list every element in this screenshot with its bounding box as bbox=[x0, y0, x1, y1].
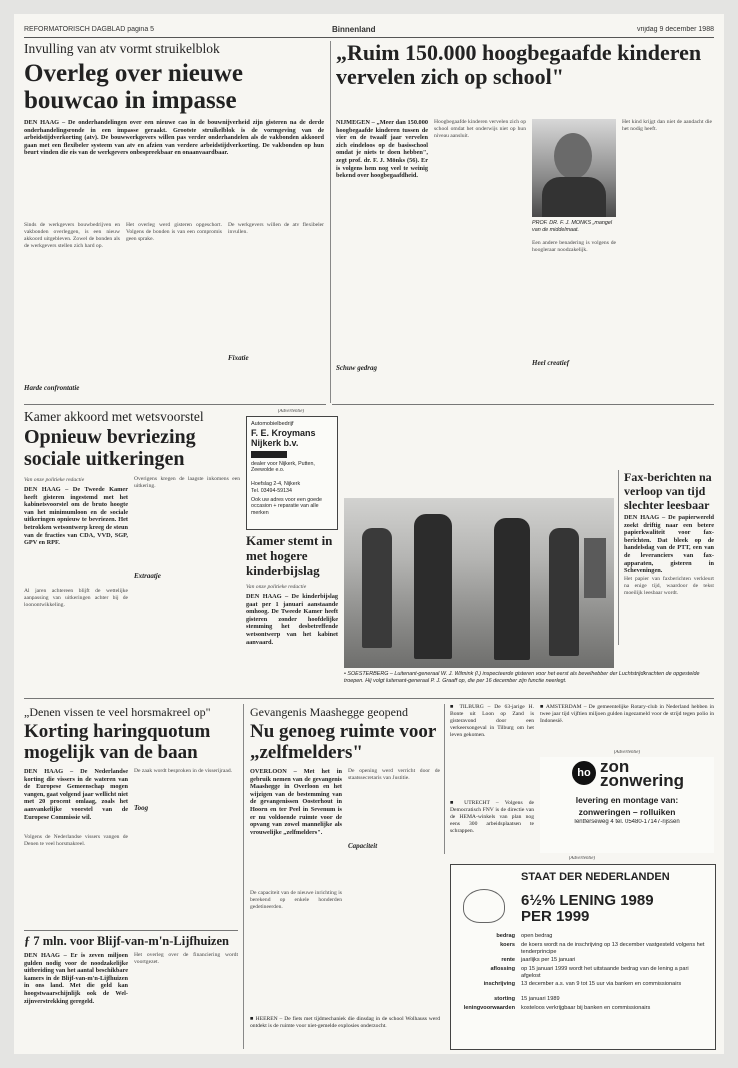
fax-headline: Fax-berichten na verloop van tijd slechter leesbaar bbox=[624, 470, 712, 512]
staat-row-label: rente bbox=[501, 957, 515, 963]
staat-row-value: op 15 januari 1999 wordt het uitstaande bedrag van de lening a pari afgelost bbox=[521, 966, 689, 979]
kroymans-name: F. E. Kroymans Nijkerk b.v. bbox=[251, 428, 316, 448]
hoogbegaafd-body-col3 bbox=[532, 240, 616, 400]
lijfhuizen-body bbox=[134, 952, 238, 1048]
kroymans-ad bbox=[246, 416, 338, 530]
monks-photo bbox=[532, 119, 616, 217]
haring-body-1: Volgens de Nederlandse vissers vangen de Denen te veel horsmakreel. bbox=[24, 834, 128, 847]
short-amsterdam: ■ AMSTERDAM – De gemeentelijke Rotary-club in Nederland hebben in twee jaar tijd vijftien miljoen gulden ingezameld voor de strijd tegen polio in Indonesië. bbox=[540, 704, 714, 724]
kroymans-tagline: Ook uw adres voor een goede occasion + reparatie van alle merken bbox=[251, 497, 322, 516]
zonwering-ad bbox=[540, 757, 714, 853]
atv-subhead-2: Fixatie bbox=[228, 354, 249, 362]
kroymans-address: Hoefslag 2-4, Nijkerk bbox=[251, 481, 301, 487]
middle-rule bbox=[24, 698, 714, 699]
zonwering-footer-label: (Advertentie) bbox=[568, 856, 596, 861]
hoogbegaafd-subhead-1: Schuw gedrag bbox=[336, 364, 378, 372]
lijfhuizen-lead: DEN HAAG – Er is zeven miljoen gulden nodig voor de noodzakelijke uitbreiding van het aantal beschikbare kamers in de Blijf-van-m'n-Lijfhuizen in ons land. Met die geld kan hoogstwaarschijnlijk ook de Wel-zijnverstrekking geregeld. bbox=[24, 952, 128, 1005]
zonwering-line2: zonweringen – rolluiken bbox=[578, 807, 676, 817]
staat-row-label: inschrijving bbox=[483, 981, 515, 987]
hoogbegaafd-body-4: Het kind krijgt dan niet de aandacht die het nodig heeft. bbox=[622, 119, 712, 132]
staat-rows bbox=[455, 933, 711, 1045]
masthead-date: vrijdag 9 december 1988 bbox=[636, 26, 714, 33]
staat-row-label: bedrag bbox=[496, 933, 515, 939]
hoogbegaafd-rule bbox=[332, 404, 714, 405]
haring-subhead: Toog bbox=[134, 804, 149, 812]
staat-title: STAAT DER NEDERLANDEN bbox=[521, 871, 670, 883]
staat-ad bbox=[450, 864, 716, 1050]
gevangenis-body-1: De capaciteit van de nieuwe inrichting is berekend op enkele honderden gedetineerden. bbox=[250, 890, 342, 910]
coat-of-arms-icon bbox=[463, 889, 505, 923]
staat-row-label: aflossing bbox=[490, 966, 515, 972]
staat-row-label: leningvoorwaarden bbox=[463, 1005, 515, 1011]
atv-kicker: Invulling van atv vormt struikelblok bbox=[24, 41, 220, 56]
masthead-paper-page: REFORMATORISCH DAGBLAD pagina 5 bbox=[24, 26, 155, 33]
gevangenis-kicker: Gevangenis Maashegge geopend bbox=[250, 705, 408, 719]
short-utrecht: ■ UTRECHT – Volgens de Democratisch FNV is de directie van de HEMA-winkels van plan nog eens 300 arbeidsplaatsen te schrappen. bbox=[450, 800, 534, 834]
masthead-rule bbox=[24, 37, 714, 38]
lijfhuizen-headline: ƒ 7 mln. voor Blijf-van-m'n-Lijfhuizen bbox=[24, 934, 229, 948]
atv-rule bbox=[24, 404, 326, 405]
kinderbijslag-lead: DEN HAAG – De kinderbijslag gaat per 1 januari aanstaande omhoog. De Tweede Kamer heeft gisteren zonder hoofdelijke stemming het desbetreffende wetsontwerp van het kabinet aanvaard. bbox=[246, 593, 338, 646]
zonwering-line1: levering en montage van: bbox=[575, 795, 679, 805]
staat-row-value: open bedrag bbox=[521, 933, 553, 939]
lijfhuizen-rule bbox=[24, 930, 238, 931]
staat-loan-line1: 6½% LENING 1989 bbox=[521, 893, 654, 909]
fax-body bbox=[624, 576, 714, 646]
hoogbegaafd-body-col4 bbox=[622, 119, 712, 399]
uitkeringen-byline: Van onze politieke redactie bbox=[24, 477, 85, 483]
atv-lead: DEN HAAG – De onderhandelingen over een nieuwe cao in de bouwnijverheid zijn gisteren na de derde onderhandelingsronde in een impasse geraakt. Grootste struikelblok is de vormgeving van de arbeidstijdverkorting (atv). De bouwwerkgevers willen pas verder onderhandelen als de vakbonden akkoord gaan met een flexibeler systeem van atv en afzien van verdere arbeidstijdverkorting. De vakbonden op hun beurt vinden die eis van de werkgevers onbespreekbaar en onaanvaardbaar. bbox=[24, 119, 324, 157]
atv-subhead-1: Harde confrontatie bbox=[24, 384, 80, 392]
zonwering-logo-icon: ho bbox=[572, 761, 596, 785]
haring-lead: DEN HAAG – De Nederlandse korting die vissers in de wateren van de Europese Gemeenschap mogen vangen, gaat volgend jaar wellicht niet met 20 procent omlaag, zoals het aanvankelijke voorstel van de Europese Commissie wil. bbox=[24, 768, 128, 821]
haring-body-2: De zaak wordt besproken in de visserijraad. bbox=[134, 768, 233, 774]
uitkeringen-headline: Opnieuw bevriezing sociale uitkeringen bbox=[24, 426, 196, 470]
kinderbijslag-byline: Van onze politieke redactie bbox=[246, 584, 307, 590]
column-divider-3 bbox=[444, 704, 445, 854]
kroymans-ad-label: (Advertentie) bbox=[277, 409, 305, 414]
uitkeringen-lead: DEN HAAG – De Tweede Kamer heeft gisteren ingestemd met het kabinetsvoorstel om de bruto hoogte van het minimumloon en de sociale uitkeringen opnieuw te bevriezen. Het betrokken wetsontwerp kreeg de steun van de fracties van CDA, VVD, SGP, GPV en RPF. bbox=[24, 486, 128, 547]
kroymans-line1: Automobielbedrijf bbox=[251, 421, 294, 427]
staat-row-value: kosteloos verkrijgbaar bij banken en commissionairs bbox=[521, 1005, 651, 1011]
staat-row-label: koers bbox=[500, 942, 515, 948]
gevangenis-body-col1 bbox=[250, 890, 342, 1010]
atv-body-2: Het overleg werd gisteren opgeschort. Volgens de bonden is van een compromis geen sprake. bbox=[126, 222, 222, 242]
staat-row-value: de koers wordt na de inschrijving op 13 december vastgesteld volgens het tenderprincipe bbox=[521, 942, 705, 955]
gevangenis-headline: Nu genoeg ruimte voor „zelfmelders" bbox=[250, 721, 436, 763]
atv-body-col2 bbox=[126, 222, 222, 402]
column-divider-1 bbox=[330, 41, 331, 403]
atv-body-col1 bbox=[24, 222, 120, 402]
staat-loan-line2: PER 1999 bbox=[521, 909, 590, 925]
newspaper-page bbox=[14, 14, 724, 1054]
soesterberg-photo bbox=[344, 498, 614, 668]
uitkeringen-body-col2 bbox=[134, 476, 240, 700]
column-divider-2 bbox=[243, 704, 244, 1049]
hoogbegaafd-subhead-2: Heel creatief bbox=[532, 359, 570, 367]
uitkeringen-kicker: Kamer akkoord met wetsvoorstel bbox=[24, 409, 204, 424]
haring-kicker: „Denen vissen te veel horsmakreel op" bbox=[24, 705, 211, 719]
kinderbijslag-headline: Kamer stemt in met hogere kinderbijslag bbox=[246, 533, 333, 578]
hoogbegaafd-lead: NIJMEGEN – „Meer dan 150.000 hoogbegaafde kinderen tussen de vier en de twaalf jaar vervelen zich eindeloos op de basisschool omdat je niets te doen hebben", zegt prof. dr. F. J. Mönks (56). Er is volgens hem nog veel te weinig bekend over hoogbegaafdheid. bbox=[336, 119, 428, 180]
gevangenis-body-col2 bbox=[348, 768, 440, 1008]
zonwering-brand-top: zon bbox=[600, 759, 630, 775]
gevangenis-lead: OVERLOON – Met het in gebruik nemen van de gevangenis Maashegge in Overloon en het wijzigen van de bestemming van de gevangenissen Oosterhout in Hoorn en ter Peel in Sevenum is er nu voldoende ruimte voor de opvang van zowel mannelijke als vrouwelijke „zelfmelders". bbox=[250, 768, 342, 836]
short-tilburg: ■ TILBURG – De 63-jarige H. Bonte uit Loon op Zand is gisteravond door een verkeersongeval in Tilburg om het leven gekomen. bbox=[450, 704, 534, 738]
zonwering-brand-bottom: zonwering bbox=[600, 773, 685, 789]
staat-row-value: 13 december a.s. van 9 tot 15 uur via banken en commissionairs bbox=[521, 981, 682, 987]
gevangenis-subhead: Capaciteit bbox=[348, 842, 378, 850]
hoogbegaafd-body-col2 bbox=[434, 119, 526, 399]
atv-body-1: Sinds de werkgevers bouwbedrijven en vakbonden overleggen, is een nieuw akkoord uitgebleven. Zowel de bonden als de werkgevers stellen zich hard op. bbox=[24, 222, 120, 249]
fax-lead: DEN HAAG – De papierwereld zoekt driftig naar een betere papierkwaliteit voor fax-berichten. Dat bleek op de handelsdag van de PTT, een van de leveranciers van fax-apparaten, gisteren in Scheveningen. bbox=[624, 514, 714, 574]
atv-body-col3 bbox=[228, 222, 324, 402]
staat-row-value: jaarlijks per 15 januari bbox=[521, 957, 576, 963]
haring-body-col1 bbox=[24, 834, 128, 929]
uitkeringen-body-col1 bbox=[24, 588, 128, 698]
staat-row-value: 15 januari 1989 bbox=[521, 996, 560, 1002]
zonwering-ad-label: (Advertentie) bbox=[613, 750, 641, 755]
hoogbegaafd-body-3: Een andere benadering is volgens de hoogleraar noodzakelijk. bbox=[532, 240, 616, 253]
uitkeringen-body-1: Al jaren achtereen blijft de wettelijke aanpassing van uitkeringen achter bij de loonontwikkeling. bbox=[24, 588, 128, 608]
fax-body-text: Het papier van faxberichten verkleurt na enige tijd, waardoor de tekst moeilijk leesbaar wordt. bbox=[624, 576, 714, 596]
uitkeringen-subhead: Extraatje bbox=[134, 572, 161, 580]
haring-body-col2 bbox=[134, 768, 238, 928]
staat-row-label: storting bbox=[494, 996, 515, 1002]
hoogbegaafd-headline: „Ruim 150.000 hoogbegaafde kinderen vervelen zich op school" bbox=[336, 41, 702, 89]
kroymans-phone: Tel. 03494-59134 bbox=[251, 488, 292, 494]
kroymans-logo-icon bbox=[251, 451, 287, 458]
soesterberg-caption: • SOESTERBERG – Luitenant-generaal W. J. Wilmink (l.) inspecteerde gisteren voor het eerst als bevelhebber der Luchtstrijdkrachten de opgestelde troepen. Hij volgt luitenant-generaal P. J. Graaff op, die per 16 december zijn functie neerlegt. bbox=[344, 671, 700, 684]
lijfhuizen-body-text: Het overleg over de financiering wordt voortgezet. bbox=[134, 952, 238, 965]
haring-headline: Korting haringquotum mogelijk van de baan bbox=[24, 721, 211, 763]
masthead-section: Binnenland bbox=[332, 25, 376, 34]
atv-body-3: De werkgevers willen de atv flexibeler invullen. bbox=[228, 222, 324, 235]
monks-caption: PROF. DR. F. J. MÖNKS „mangel van de middelmaat. bbox=[532, 220, 613, 233]
kroymans-line3: dealer voor Nijkerk, Putten, Zeewolde e.o. bbox=[251, 461, 315, 474]
gevangenis-bottom-item: ■ HEEREN – De fiets met tijdmechaniek die dinsdag in de school Wolhauss werd ontdekt is de ruimte voor niet-gemelde explosies onderzocht. bbox=[250, 1016, 440, 1029]
zonwering-address: Ientferseweg 4 tel. 05480-17147-rijssen bbox=[574, 819, 680, 825]
atv-headline: Overleg over nieuwe bouwcao in impasse bbox=[24, 60, 243, 114]
gevangenis-body-2: De opening werd verricht door de staatssecretaris van Justitie. bbox=[348, 768, 440, 781]
hoogbegaafd-body-2: Hoogbegaafde kinderen vervelen zich op school omdat het onderwijs niet op hun niveau aansluit. bbox=[434, 119, 526, 139]
uitkeringen-body-2: Overigens kregen de laagste inkomens een uitkering. bbox=[134, 476, 240, 489]
column-divider-fax bbox=[618, 470, 619, 645]
